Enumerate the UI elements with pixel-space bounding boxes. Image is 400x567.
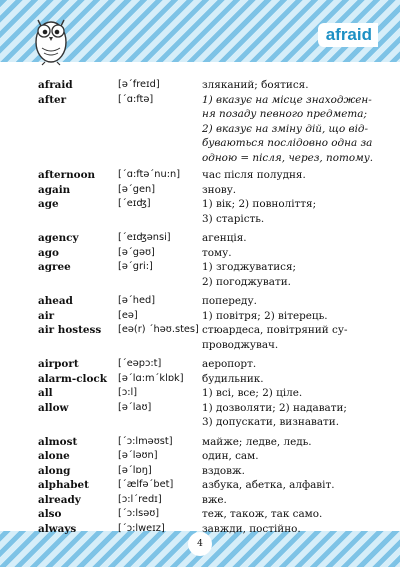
entry-transcription: [´eɪʤənsi] xyxy=(118,232,171,243)
entry-word: agree xyxy=(38,261,71,273)
entry-transcription: [´eɪʤ] xyxy=(118,198,151,209)
entry-transcription: [ə´lɑ:m´klɒk] xyxy=(118,372,184,384)
entry-word: ago xyxy=(38,246,59,259)
entry-meaning xyxy=(202,435,367,450)
entry-word: allow xyxy=(38,401,69,414)
meaning-line: завжди, постійно. xyxy=(202,522,301,535)
entry-meaning xyxy=(202,197,367,226)
entry-meaning xyxy=(202,183,367,198)
entry-word: alarm-clock xyxy=(38,372,107,385)
entry-meaning xyxy=(202,260,367,289)
entry-meaning xyxy=(202,246,367,261)
entry-transcription: [eə] xyxy=(118,309,138,321)
entry-word: almost xyxy=(38,435,78,448)
entry-word: agency xyxy=(38,232,79,244)
meaning-line: ня позаду певного предмета; xyxy=(202,108,367,120)
entry-meaning xyxy=(202,231,367,246)
entry-transcription: [ə´gəʊ] xyxy=(118,246,155,258)
meaning-line: один, сам. xyxy=(202,450,259,462)
meaning-line: 2) погоджувати. xyxy=(202,275,291,288)
entry-word: after xyxy=(38,93,67,106)
meaning-line: азбука, абетка, алфавіт. xyxy=(202,479,335,491)
entry-transcription: [ə´hed] xyxy=(118,295,156,306)
entry-meaning xyxy=(202,78,367,93)
entry-meaning xyxy=(202,493,367,508)
entry-transcription: [´ɔ:lsəʊ] xyxy=(118,508,160,519)
meaning-line: 1) дозволяти; 2) надавати; xyxy=(202,401,347,414)
meaning-line: знову. xyxy=(202,183,237,196)
entry-meaning xyxy=(202,357,367,372)
entry-word: always xyxy=(38,522,77,535)
entry-transcription: [ə´laʊ] xyxy=(118,401,152,413)
meaning-line: агенція. xyxy=(202,232,247,244)
page-number: 4 xyxy=(188,532,212,556)
entry-word: alphabet xyxy=(38,479,89,491)
entry-transcription: [´ɔ:lweɪz] xyxy=(118,522,165,534)
entry-word: alone xyxy=(38,450,70,462)
entry-transcription: [´eəpɔ:t] xyxy=(118,358,162,369)
entry-meaning xyxy=(202,449,367,464)
entry-word: all xyxy=(38,387,53,399)
entry-word: along xyxy=(38,464,71,477)
meaning-line: майже; ледве, ледь. xyxy=(202,435,312,448)
meaning-line: стюардеса, повітряний су- xyxy=(202,324,348,336)
entry-transcription: [eə(r) ´həʊ.stes] xyxy=(118,324,199,335)
meaning-line: 1) згоджуватися; xyxy=(202,261,296,273)
entry-word: airport xyxy=(38,358,79,370)
entry-word: also xyxy=(38,508,62,520)
entry-meaning xyxy=(202,168,367,183)
entry-word: again xyxy=(38,183,71,196)
entry-meaning xyxy=(202,386,367,401)
meaning-line: 1) вказує на місце знаходжен- xyxy=(202,93,372,106)
meaning-line: теж, також, так само. xyxy=(202,508,323,520)
entry-transcription: [ɔ:l´redɪ] xyxy=(118,493,162,505)
entry-transcription: [´ɑ:ftə] xyxy=(118,93,154,105)
entry-transcription: [´ɑ:ftə´nu:n] xyxy=(118,169,181,180)
meaning-line: 3) старість. xyxy=(202,212,265,225)
meaning-line: попереду. xyxy=(202,295,257,307)
entry-word: age xyxy=(38,198,59,210)
meaning-line: 1) вік; 2) повноліття; xyxy=(202,198,317,210)
entry-meaning xyxy=(202,478,367,493)
entry-transcription: [ə´ləʊn] xyxy=(118,450,158,461)
entry-meaning xyxy=(202,401,367,430)
entry-transcription: [ə´lɒŋ] xyxy=(118,464,152,476)
entry-transcription: [ɔ:l] xyxy=(118,387,138,398)
meaning-line: вздовж. xyxy=(202,464,245,477)
entry-transcription: [ə´freɪd] xyxy=(118,79,160,90)
meaning-line: одною = після, через, потому. xyxy=(202,151,374,164)
entry-word: air xyxy=(38,309,55,322)
meaning-line: 1) повітря; 2) вітерець. xyxy=(202,309,328,322)
meaning-line: 1) всі, все; 2) ціле. xyxy=(202,387,303,399)
page-header-word: afraid xyxy=(318,23,378,47)
meaning-line: аеропорт. xyxy=(202,358,257,370)
owl-icon xyxy=(30,6,72,66)
meaning-line: тому. xyxy=(202,246,232,259)
entry-transcription: [ə´gri:] xyxy=(118,261,153,272)
entry-meaning xyxy=(202,522,367,537)
entry-meaning xyxy=(202,294,367,309)
entry-word: afternoon xyxy=(38,169,96,181)
entry-meaning xyxy=(202,309,367,324)
meaning-line: зляканий; боятися. xyxy=(202,79,309,91)
meaning-line: 2) вказує на зміну дій, що від- xyxy=(202,122,368,135)
entry-word: afraid xyxy=(38,79,73,91)
meaning-line: 3) допускати, визнавати. xyxy=(202,416,340,428)
entry-word: air hostess xyxy=(38,324,102,336)
entry-meaning xyxy=(202,372,367,387)
meaning-line: буваються послідовно одна за xyxy=(202,137,373,149)
meaning-line: вже. xyxy=(202,493,227,506)
entry-meaning xyxy=(202,464,367,479)
meaning-line: час після полудня. xyxy=(202,169,306,181)
entry-meaning xyxy=(202,507,367,522)
entry-meaning xyxy=(202,93,374,166)
meaning-line: будильник. xyxy=(202,372,264,385)
entry-meaning xyxy=(202,323,367,352)
entry-transcription: [´ælfə´bet] xyxy=(118,479,174,490)
entry-word: ahead xyxy=(38,295,73,307)
entry-transcription: [´ɔ:lməʊst] xyxy=(118,435,173,447)
meaning-line: проводжувач. xyxy=(202,338,279,351)
entry-transcription: [ə´gen] xyxy=(118,183,156,195)
entry-word: already xyxy=(38,493,81,506)
